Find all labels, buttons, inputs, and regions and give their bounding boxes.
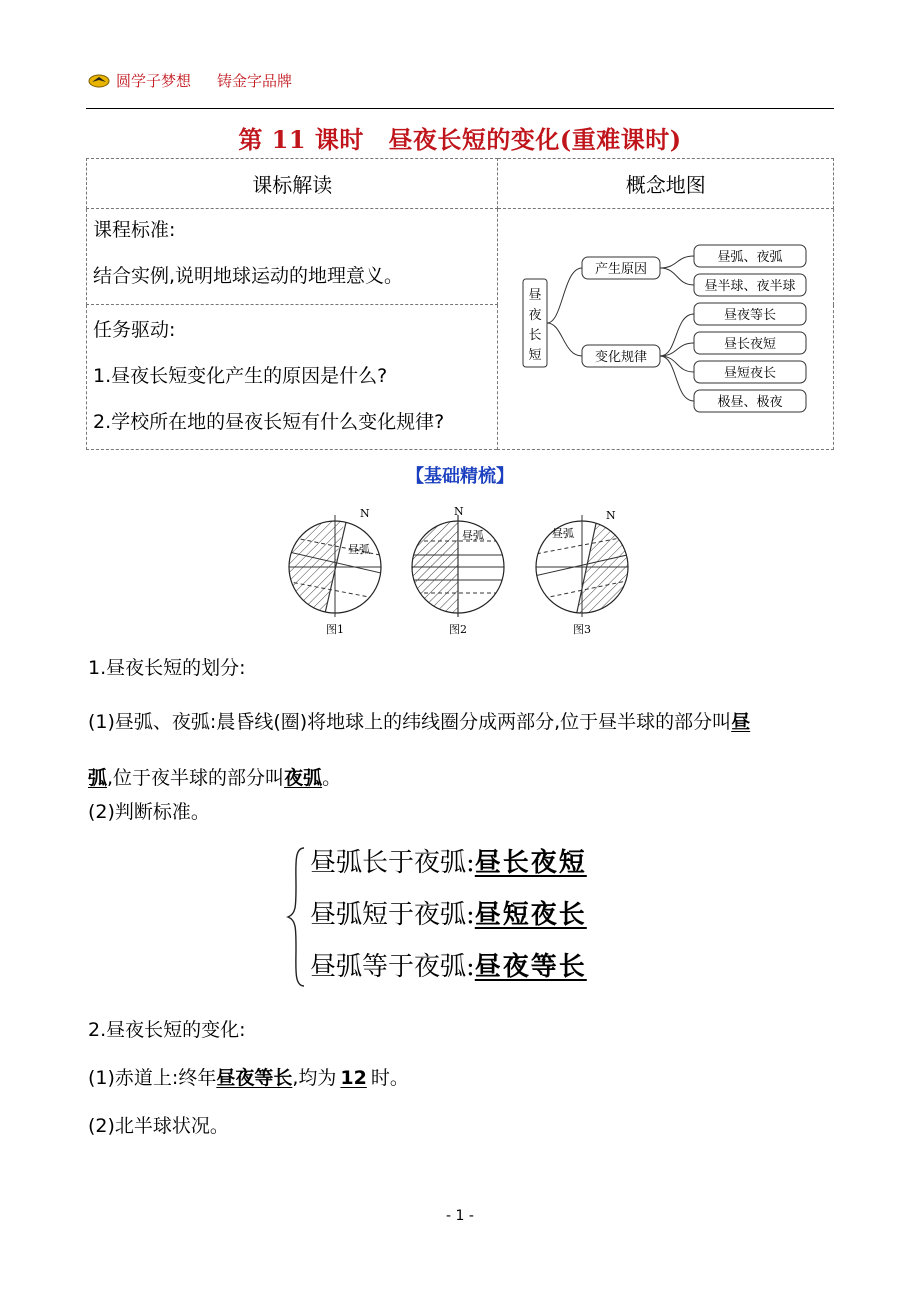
globe-figure-1 bbox=[280, 505, 390, 636]
concept-leaf: 昼半球、夜半球 bbox=[704, 279, 796, 294]
task-question-2: 2.学校所在地的昼夜长短有什么变化规律? bbox=[93, 411, 445, 434]
judgement-answer: 昼夜等长 bbox=[474, 952, 587, 982]
concept-leaf: 极昼、极夜 bbox=[717, 395, 783, 410]
standard-cell bbox=[87, 209, 498, 305]
judgement-answer: 昼短夜长 bbox=[474, 900, 587, 930]
section-1-paragraph bbox=[88, 694, 838, 806]
page-title: 第 11 课时 昼夜长短的变化(重难课时) bbox=[238, 125, 682, 154]
task-label: 任务驱动: bbox=[93, 319, 176, 342]
concept-leaf: 昼短夜长 bbox=[724, 366, 777, 381]
p2-1-mid: ,均为 bbox=[292, 1067, 337, 1089]
left-brace-icon bbox=[286, 846, 308, 988]
brand-logo-icon bbox=[88, 74, 110, 88]
section-heading: 【基础精梳】 bbox=[406, 466, 514, 487]
p2-1-end: 时。 bbox=[370, 1067, 409, 1089]
judgement-colon: : bbox=[466, 848, 475, 878]
judgement-condition: 昼弧短于夜弧 bbox=[310, 900, 467, 930]
figure-caption-3: 图3 bbox=[573, 623, 591, 636]
arc-label: 昼弧 bbox=[348, 543, 370, 556]
section-2-northern: (2)北半球状况。 bbox=[88, 1115, 229, 1137]
judgement-row-1 bbox=[310, 842, 587, 879]
judgement-row-2 bbox=[310, 894, 587, 931]
arc-label: 昼弧 bbox=[552, 527, 574, 540]
concept-branch-cause: 产生原因 bbox=[595, 262, 648, 277]
standard-text: 结合实例,说明地球运动的地理意义。 bbox=[93, 265, 404, 287]
judgement-answer: 昼长夜短 bbox=[474, 848, 587, 878]
header-brand bbox=[88, 70, 292, 91]
answer-night-arc: 夜弧 bbox=[284, 767, 323, 789]
section-2-title: 2.昼夜长短的变化: bbox=[88, 1019, 246, 1041]
task-question-1: 1.昼夜长短变化产生的原因是什么? bbox=[93, 365, 388, 388]
task-cell bbox=[87, 305, 498, 450]
figure-caption-1: 图1 bbox=[326, 623, 344, 636]
concept-leaf: 昼长夜短 bbox=[724, 337, 777, 352]
header-divider bbox=[86, 108, 834, 109]
page-number: - 1 - bbox=[446, 1208, 474, 1224]
figure-caption-2: 图2 bbox=[449, 623, 467, 636]
concept-root-char-1: 昼 bbox=[528, 288, 542, 303]
north-label: N bbox=[454, 505, 464, 518]
answer-day-arc: 昼 bbox=[731, 711, 751, 733]
concept-root-char-2: 夜 bbox=[528, 308, 542, 323]
concept-leaf: 昼夜等长 bbox=[724, 308, 777, 323]
judgement-row-3 bbox=[310, 946, 587, 983]
globe-figure-2 bbox=[410, 505, 506, 636]
concept-leaf: 昼弧、夜弧 bbox=[717, 250, 783, 265]
globe-figure-3 bbox=[530, 505, 640, 636]
globe-figures bbox=[280, 505, 640, 645]
concept-branch-pattern: 变化规律 bbox=[595, 350, 648, 365]
judgement-colon: : bbox=[466, 900, 475, 930]
col-header-concept-map: 概念地图 bbox=[498, 159, 834, 209]
judgement-brace-block bbox=[286, 842, 626, 992]
north-label: N bbox=[606, 509, 616, 522]
standard-label: 课程标准: bbox=[93, 219, 176, 241]
concept-map-cell bbox=[498, 209, 834, 450]
intro-table bbox=[86, 158, 834, 450]
header-slogan-1: 圆学子梦想 bbox=[116, 72, 192, 90]
col-header-standard: 课标解读 bbox=[87, 159, 498, 209]
north-label: N bbox=[360, 507, 370, 520]
answer-hours: 12 bbox=[340, 1067, 367, 1089]
p1-1-text: (1)昼弧、夜弧:晨昏线(圈)将地球上的纬线圈分成两部分,位于昼半球的部分叫 bbox=[88, 711, 732, 733]
concept-root-char-3: 长 bbox=[528, 328, 542, 343]
judgement-condition: 昼弧长于夜弧 bbox=[310, 848, 467, 878]
concept-root-char-4: 短 bbox=[528, 348, 542, 363]
concept-map bbox=[498, 209, 832, 449]
p1-1-end: 。 bbox=[322, 767, 342, 789]
section-1-criteria: (2)判断标准。 bbox=[88, 801, 210, 823]
section-2-equator bbox=[88, 1066, 838, 1090]
judgement-condition: 昼弧等于夜弧 bbox=[310, 952, 467, 982]
p2-1-text: (1)赤道上:终年 bbox=[88, 1067, 217, 1089]
header-slogan-2: 铸金字品牌 bbox=[217, 72, 293, 90]
p1-1-mid: ,位于夜半球的部分叫 bbox=[107, 767, 285, 789]
answer-day-arc-cont: 弧 bbox=[88, 767, 108, 789]
section-1-title: 1.昼夜长短的划分: bbox=[88, 657, 246, 679]
judgement-colon: : bbox=[466, 952, 475, 982]
answer-equal-day-night: 昼夜等长 bbox=[216, 1067, 293, 1089]
arc-label: 昼弧 bbox=[462, 529, 484, 542]
